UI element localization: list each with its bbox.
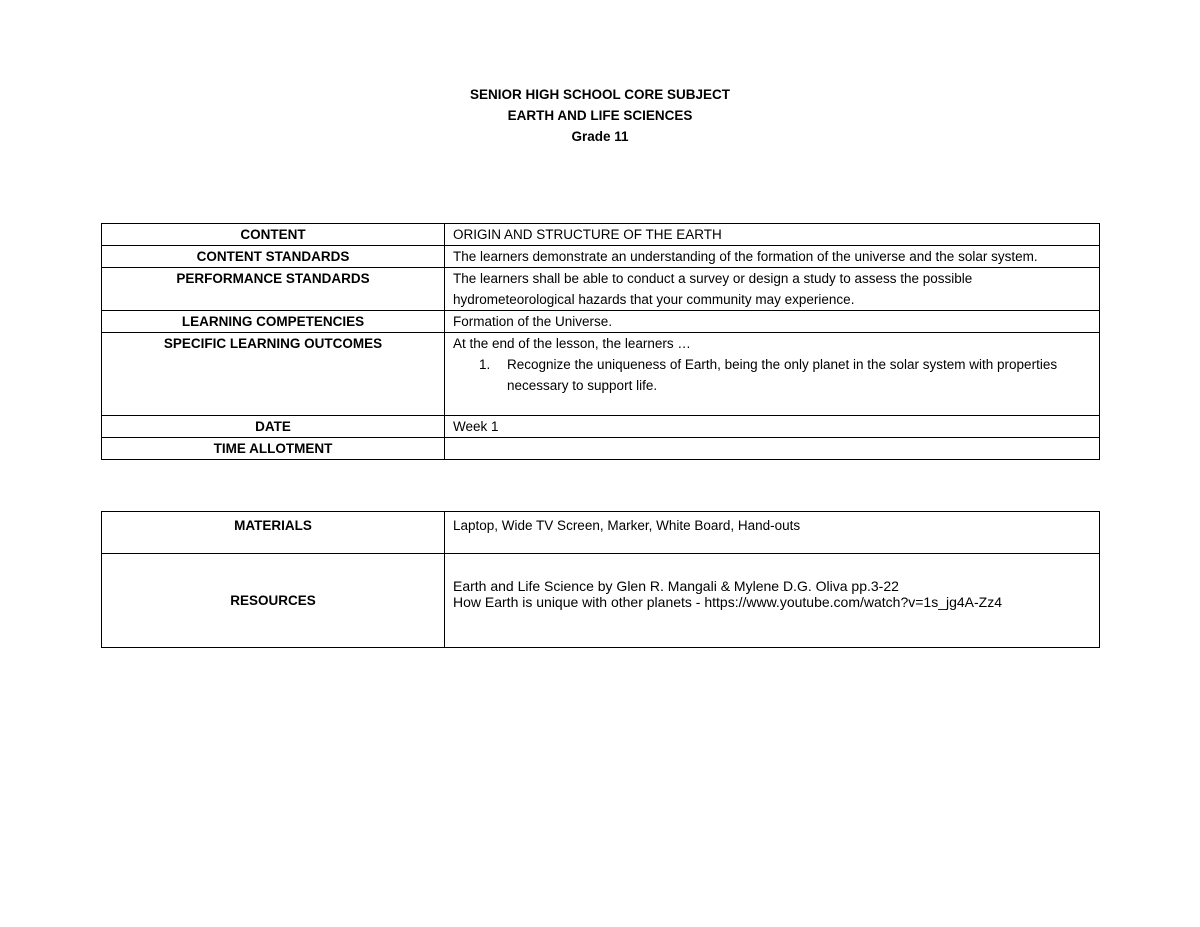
materials-label: MATERIALS [102,512,445,554]
table-row [102,224,1100,246]
specific-learning-outcomes-label: SPECIFIC LEARNING OUTCOMES [102,333,445,416]
performance-standards-value: The learners shall be able to conduct a survey or design a study to assess the possible hydrometeorological hazards that your community may experience. [445,268,1100,311]
list-item [453,354,1091,396]
materials-resources-table [101,511,1100,648]
outcome-text: Recognize the uniqueness of Earth, being the only planet in the solar system with properties necessary to support life. [507,357,1058,393]
outcomes-list [453,354,1091,396]
resources-value [445,554,1100,648]
time-allotment-label: TIME ALLOTMENT [102,438,445,460]
resource-video-link: How Earth is unique with other planets - https://www.youtube.com/watch?v=1s_jg4A-Zz4 [453,593,1002,610]
table-row [102,311,1100,333]
table-row [102,416,1100,438]
table-row [102,333,1100,416]
specific-learning-outcomes-value [445,333,1100,416]
resources-label: RESOURCES [102,554,445,648]
content-standards-label: CONTENT STANDARDS [102,246,445,268]
time-allotment-value [445,438,1100,460]
outcome-number: 1. [479,357,491,372]
header-subject-type: SENIOR HIGH SCHOOL CORE SUBJECT [469,87,731,102]
lesson-details-table [101,223,1100,460]
performance-standards-label: PERFORMANCE STANDARDS [102,268,445,311]
content-standards-value: The learners demonstrate an understanding of the formation of the universe and the solar system. [445,246,1100,268]
materials-value: Laptop, Wide TV Screen, Marker, White Board, Hand-outs [445,512,1100,554]
table-row [102,512,1100,554]
table-row [102,438,1100,460]
date-label: DATE [102,416,445,438]
date-value: Week 1 [445,416,1100,438]
learning-competencies-label: LEARNING COMPETENCIES [102,311,445,333]
table-row [102,554,1100,648]
table-row [102,246,1100,268]
content-label: CONTENT [102,224,445,246]
header-grade: Grade 11 [571,129,629,144]
learning-competencies-value: Formation of the Universe. [445,311,1100,333]
content-value: ORIGIN AND STRUCTURE OF THE EARTH [445,224,1100,246]
document-header [0,84,1200,147]
table-row [102,268,1100,311]
header-subject-name: EARTH AND LIFE SCIENCES [507,108,693,123]
resource-book: Earth and Life Science by Glen R. Mangali & Mylene D.G. Oliva pp.3-22 [453,577,899,594]
outcomes-intro: At the end of the lesson, the learners … [453,336,691,351]
